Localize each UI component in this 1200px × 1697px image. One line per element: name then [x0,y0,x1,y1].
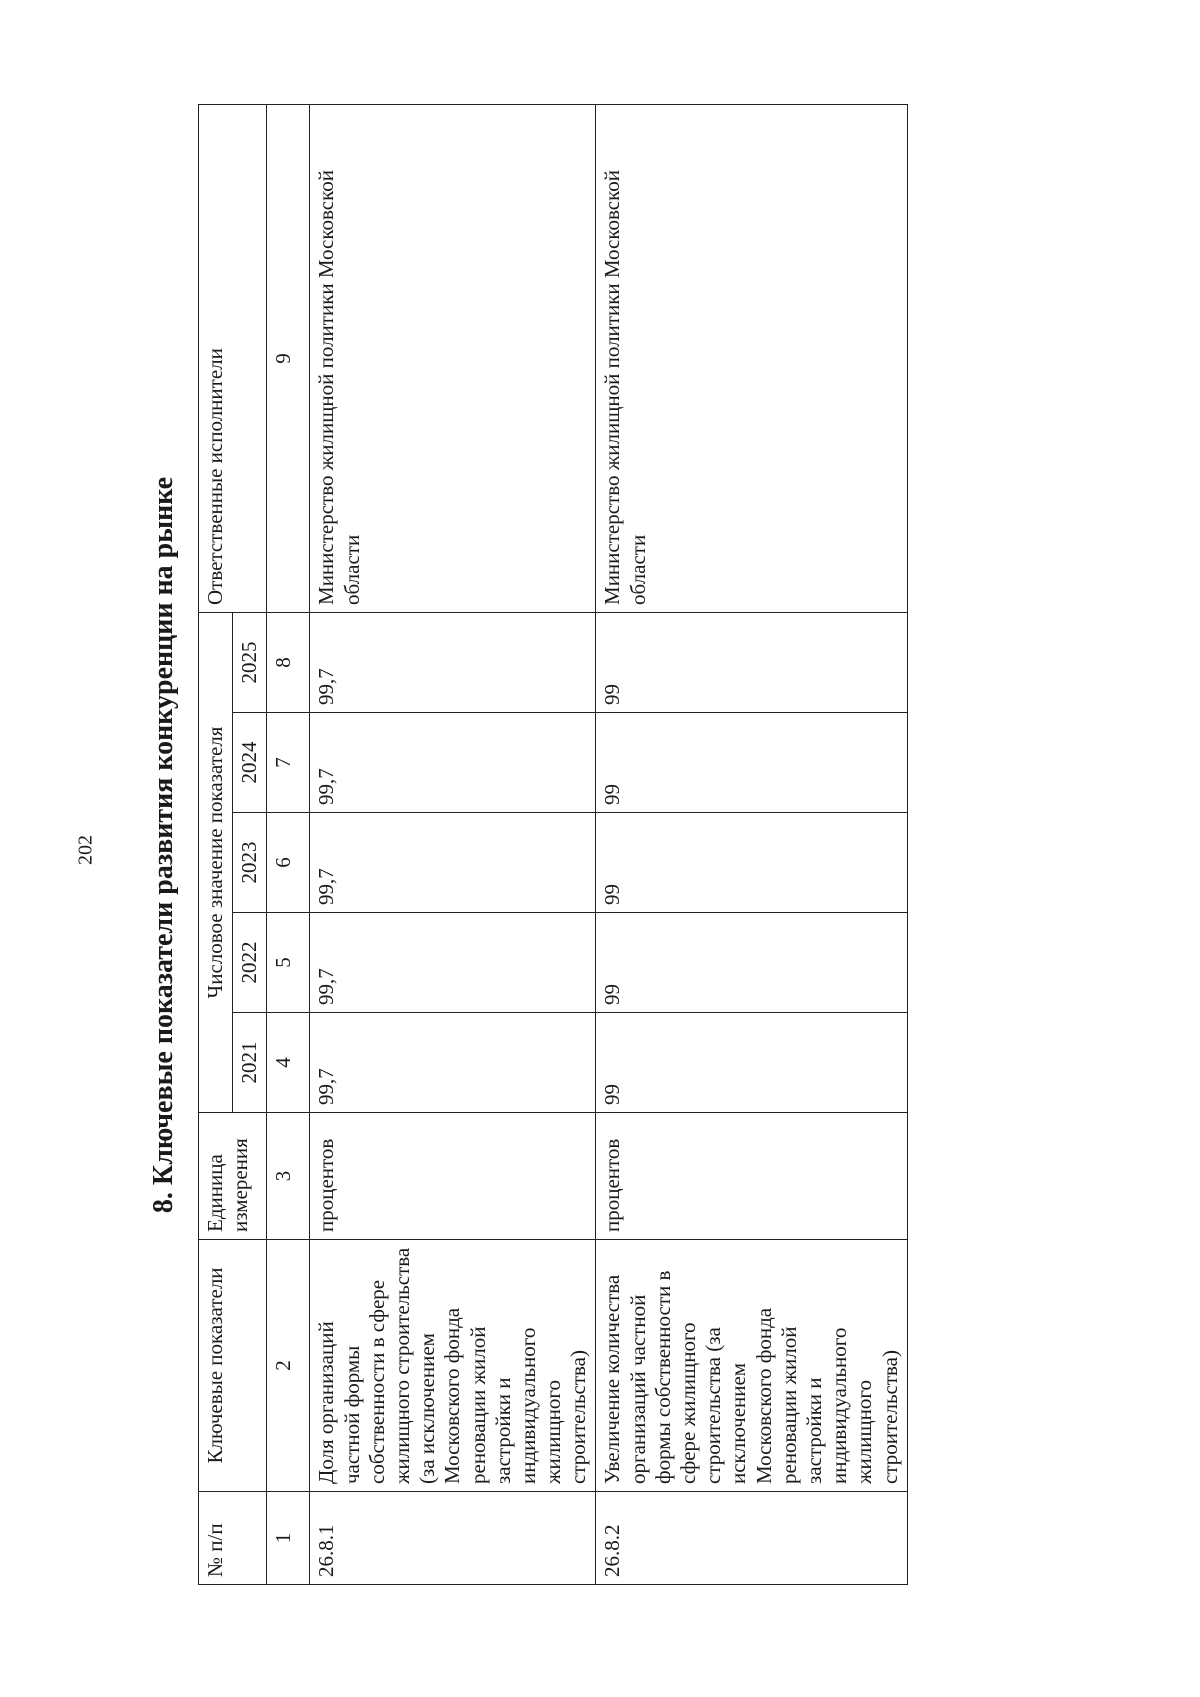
row-value: 99,7 [310,713,596,813]
row-value: 99 [596,913,907,1013]
column-number: 9 [267,104,310,612]
row-value: 99,7 [310,1013,596,1113]
row-value: 99,7 [310,612,596,712]
row-value: 99 [596,1013,907,1113]
row-responsible: Министерство жилищной политики Московской области [596,104,907,612]
row-value: 99,7 [310,913,596,1013]
row-indicator: Увеличение количества организаций частной формы собственности в сфере жилищного строительства (за исключением Московского фонда реновации жилой застройки и индивидуального жилищного строительства) [596,1240,907,1492]
column-number: 8 [267,612,310,712]
column-number: 4 [267,1013,310,1113]
row-num: 26.8.2 [596,1492,907,1585]
page-number: 202 [74,835,97,865]
column-numbers-row [267,104,310,1584]
row-value: 99,7 [310,813,596,913]
row-value: 99 [596,612,907,712]
row-responsible: Министерство жилищной политики Московской области [310,104,596,612]
header-year: 2023 [233,813,267,913]
header-responsible: Ответственные исполнители [199,104,267,612]
key-indicators-table [198,104,908,1585]
column-number: 3 [267,1113,310,1240]
row-value: 99 [596,713,907,813]
rotated-page-content [140,105,902,1585]
table-row [310,104,596,1584]
header-year: 2021 [233,1013,267,1113]
row-unit: процентов [310,1113,596,1240]
row-num: 26.8.1 [310,1492,596,1585]
header-year: 2025 [233,612,267,712]
table-row [596,104,907,1584]
header-num: № п/п [199,1492,267,1585]
row-value: 99 [596,813,907,913]
page-title: 8. Ключевые показатели развития конкуренции на рынке [148,476,179,1214]
table-header-row [199,104,233,1584]
row-indicator: Доля организаций частной формы собственности в сфере жилищного строительства (за исключением Московского фонда реновации жилой застройки и индивидуального жилищного строительства) [310,1240,596,1492]
header-value-group: Числовое значение показателя [199,612,233,1112]
header-unit: Единица измерения [199,1113,267,1240]
row-unit: процентов [596,1113,907,1240]
column-number: 6 [267,813,310,913]
column-number: 7 [267,713,310,813]
header-year: 2024 [233,713,267,813]
column-number: 2 [267,1240,310,1492]
column-number: 5 [267,913,310,1013]
header-indicator: Ключевые показатели [199,1240,267,1492]
column-number: 1 [267,1492,310,1585]
header-year: 2022 [233,913,267,1013]
